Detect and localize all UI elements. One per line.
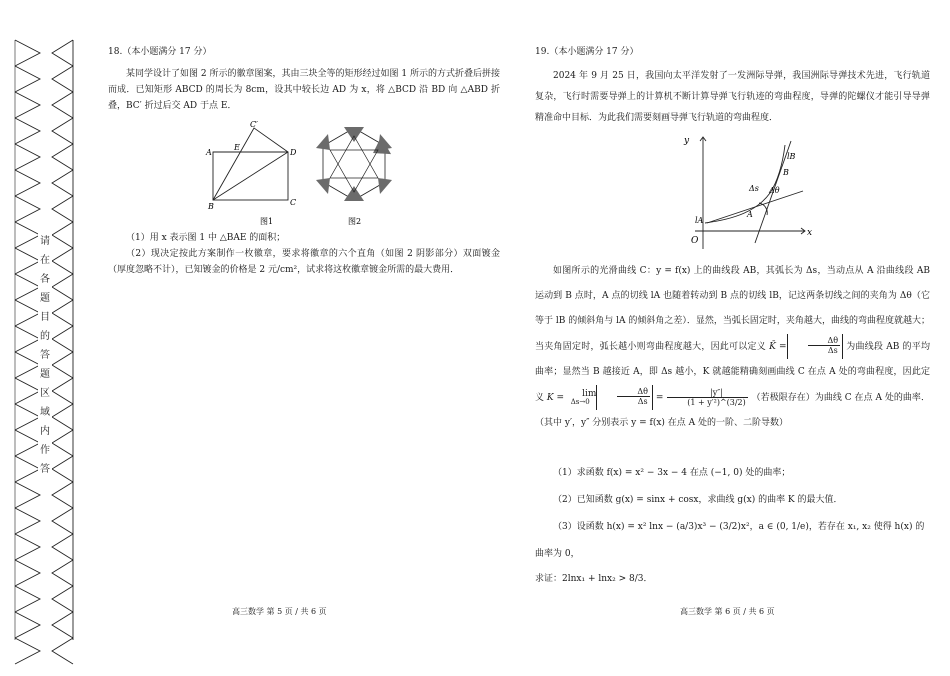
q19-parts bbox=[535, 460, 930, 568]
graph-y-label: y bbox=[684, 136, 690, 146]
kbar-den: Δs bbox=[827, 346, 838, 355]
chevron-right bbox=[52, 404, 73, 430]
lim-text: lim bbox=[582, 388, 597, 399]
chevron-right bbox=[52, 144, 73, 170]
chevron-left bbox=[15, 66, 40, 92]
chevron-left bbox=[15, 378, 40, 404]
footer-page-6: 高三数学 第 6 页 / 共 6 页 bbox=[680, 607, 775, 616]
k-den: Δs bbox=[637, 397, 648, 406]
q19-part1: （1）求函数 f(x) = x² − 3x − 4 在点 (−1, 0) 处的曲率； bbox=[553, 468, 791, 478]
q18-figure-svg bbox=[108, 120, 500, 230]
chevron-left bbox=[15, 248, 40, 274]
fig1-label-B: B bbox=[208, 202, 214, 211]
fig1-label-C: C bbox=[290, 198, 297, 207]
page-6 bbox=[535, 44, 930, 590]
chevron-right bbox=[52, 66, 73, 92]
chevron-right bbox=[52, 378, 73, 404]
figure-1 bbox=[213, 128, 288, 200]
q19-body-1: 如图所示的光滑曲线 C：y = f(x) 上的曲线段 AB，其弧长为 Δs，当动点从 A 沿曲线段 AB 运动到 B 点时，A 点的切线 lA 也随着转动到 B 点的切线 lB，记这两条切线之间的夹角为 Δθ（它等于 lB 的倾斜角与 lA 的倾斜角之差）．显然，当弧长固定时，夹角越大，曲线的弯曲程度就越大；当夹角固定时，弧长越小则弯曲程度越大，因此可以定义 K̄ = $\frac{\Delta\theta}{\Delta s}$ 为曲线段 AB 的平均曲率；显然当 B 越接近 A，即 Δs 越小，K 就越能精确刻画曲线 C 在点 A 处的弯曲程度，因此定义 K = lim Δs→0 $\frac{\Delta\theta}{\Delta s}$ = $\frac{|y''|}{\text{(1 + y′²)\textasciicircum{}(3/2)}}$ （若极限存在）为曲线 C 在点 A 处的曲率．（其中 y′，y″ 分别表示 y = f(x) 在点 A 处的一阶、二阶导数） bbox=[535, 266, 930, 428]
chevron-left bbox=[15, 534, 40, 560]
graph-ds: Δs bbox=[749, 184, 759, 193]
chevron-right bbox=[52, 222, 73, 248]
fig1-caption: 图1 bbox=[260, 217, 274, 226]
q19-proof: 求证：2lnx₁ + lnx₂ > 8/3． bbox=[535, 574, 653, 584]
graph-dtheta: Δθ bbox=[769, 186, 780, 195]
q19-part2: （2）已知函数 g(x) = sinx + cosx，求曲线 g(x) 的曲率 K 的最大值． bbox=[553, 495, 843, 505]
lim-sub: Δs→0 bbox=[570, 397, 590, 406]
q19-graph bbox=[535, 131, 930, 259]
fig1-label-D: D bbox=[290, 148, 297, 157]
chevron-right bbox=[52, 300, 73, 326]
graph-x-label: x bbox=[807, 228, 813, 238]
chevron-right bbox=[52, 118, 73, 144]
q18-part1: （1）用 x 表示图 1 中 △BAE 的面积； bbox=[126, 233, 286, 243]
figure-2 bbox=[316, 127, 392, 201]
curv-num: |y″| bbox=[667, 388, 747, 398]
chevron-right bbox=[52, 248, 73, 274]
graph-lB: lB bbox=[787, 152, 796, 161]
fig1-label-E: E bbox=[234, 143, 240, 152]
chevron-right bbox=[52, 274, 73, 300]
k-num: Δθ bbox=[617, 387, 650, 397]
q18-header: 18.（本小题满分 17 分） bbox=[108, 47, 212, 57]
kbar-num: Δθ bbox=[808, 336, 841, 346]
binding-strip bbox=[0, 0, 88, 672]
chevron-right bbox=[52, 560, 73, 586]
chevron-left bbox=[15, 222, 40, 248]
chevron-left bbox=[15, 586, 40, 612]
footer-page-5: 高三数学 第 5 页 / 共 6 页 bbox=[232, 607, 327, 616]
chevron-right bbox=[52, 508, 73, 534]
chevron-left bbox=[15, 560, 40, 586]
fig2-caption: 图2 bbox=[348, 217, 362, 226]
graph-A: A bbox=[747, 210, 753, 219]
chevron-left bbox=[15, 196, 40, 222]
k-symbol: K = bbox=[546, 393, 565, 403]
curv-den: (1 + y′²)^(3/2) bbox=[687, 398, 746, 407]
fig1-label-A: A bbox=[206, 148, 212, 157]
chevron-left bbox=[15, 508, 40, 534]
q18-figures bbox=[108, 120, 500, 230]
binding-instruction: 请在各题目的答题区域内作答 bbox=[38, 232, 52, 479]
chevron-right bbox=[52, 612, 73, 638]
q18-part2: （2）现决定按此方案制作一枚徽章，要求将徽章的六个直角（如图 2 阴影部分）双面镀金（厚度忽略不计），已知镀金的价格是 2 元/cm²，试求将这枚徽章镀金所需的最大费用． bbox=[108, 249, 500, 275]
chevron-left bbox=[15, 352, 40, 378]
chevron-left bbox=[15, 118, 40, 144]
chevron-right bbox=[52, 92, 73, 118]
chevron-right bbox=[52, 170, 73, 196]
k-abs bbox=[596, 385, 653, 410]
curvature-fraction bbox=[667, 388, 747, 407]
chevron-left bbox=[15, 92, 40, 118]
chevron-left bbox=[15, 482, 40, 508]
q19-body-2: 为曲线段 AB 的平均曲率；显然当 B 越接近 A，即 Δs 越小，K 就越能精确刻画曲线 C 在点 A 处的弯曲程度，因此定义 bbox=[535, 342, 930, 403]
chevron-right bbox=[52, 326, 73, 352]
chevron-right bbox=[52, 482, 73, 508]
chevron-left bbox=[15, 170, 40, 196]
q19-intro: 2024 年 9 月 25 日，我国向太平洋发射了一发洲际导弹，我国洲际导弹技术先进，飞行轨道复杂，飞行时需要导弹上的计算机不断计算导弹飞行轨迹的弯曲程度，导弹的陀螺仪才能引导导弹精准命中目标．为此我们需要刻画导弹飞行轨道的弯曲程度． bbox=[535, 71, 930, 123]
q19-body-3: （若极限存在）为曲线 C 在点 A 处的曲率．（其中 y′，y″ 分别表示 y = f(x) 在点 A 处的一阶、二阶导数） bbox=[535, 393, 930, 428]
q19-header: 19.（本小题满分 17 分） bbox=[535, 47, 639, 57]
chevron-left bbox=[15, 638, 40, 664]
chevron-right bbox=[52, 352, 73, 378]
chevron-left bbox=[15, 40, 40, 66]
chevron-right bbox=[52, 456, 73, 482]
graph-origin: O bbox=[691, 236, 699, 246]
chevron-right bbox=[52, 638, 73, 664]
limit-operator bbox=[564, 390, 596, 406]
chevron-left bbox=[15, 274, 40, 300]
kbar-fraction bbox=[808, 336, 841, 355]
graph-B: B bbox=[783, 168, 789, 177]
k-fraction bbox=[617, 387, 650, 406]
chevron-left bbox=[15, 144, 40, 170]
chevron-left bbox=[15, 456, 40, 482]
q19-part3: （3）设函数 h(x) = x² lnx − (a/3)x³ − (3/2)x²，a ∈ (0, 1/e)，若存在 x₁, x₂ 使得 h(x) 的曲率为 0， bbox=[535, 522, 925, 559]
chevron-right bbox=[52, 196, 73, 222]
graph-lA: lA bbox=[695, 216, 704, 225]
chevron-left bbox=[15, 326, 40, 352]
chevron-left bbox=[15, 404, 40, 430]
chevron-left bbox=[15, 300, 40, 326]
kbar-symbol: K̄ = bbox=[769, 342, 787, 352]
q19-graph-svg bbox=[535, 131, 930, 259]
q19-body-1-text: 如图所示的光滑曲线 C：y = f(x) 上的曲线段 AB，其弧长为 Δs，当动点从 A 沿曲线段 AB 运动到 B 点时，A 点的切线 lA 也随着转动到 B 点的切线 lB，记这两条切线之间的夹角为 Δθ（它等于 lB 的倾斜角与 lA 的倾斜角之差）．显然，当弧长固定时，夹角越大，曲线的弯曲程度就越大；当夹角固定时，弧长越小则弯曲程度越大，因此可以定义 bbox=[535, 266, 930, 352]
chevron-right bbox=[52, 430, 73, 456]
chevron-right bbox=[52, 586, 73, 612]
chevron-right bbox=[52, 534, 73, 560]
chevron-right bbox=[52, 40, 73, 66]
chevron-left bbox=[15, 430, 40, 456]
q18-intro: 某同学设计了如图 2 所示的徽章图案，其由三块全等的矩形经过如图 1 所示的方式折叠后拼接而成．已知矩形 ABCD 的周长为 8cm，设其中较长边 AD 为 x，将 △BCD 沿 BD 向 △ABD 折叠，BC′ 折过后交 AD 于点 E． bbox=[108, 69, 500, 111]
fig1-label-Cprime: C′ bbox=[250, 120, 258, 129]
page-5 bbox=[108, 44, 500, 278]
chevron-left bbox=[15, 612, 40, 638]
kbar-abs bbox=[787, 334, 844, 359]
